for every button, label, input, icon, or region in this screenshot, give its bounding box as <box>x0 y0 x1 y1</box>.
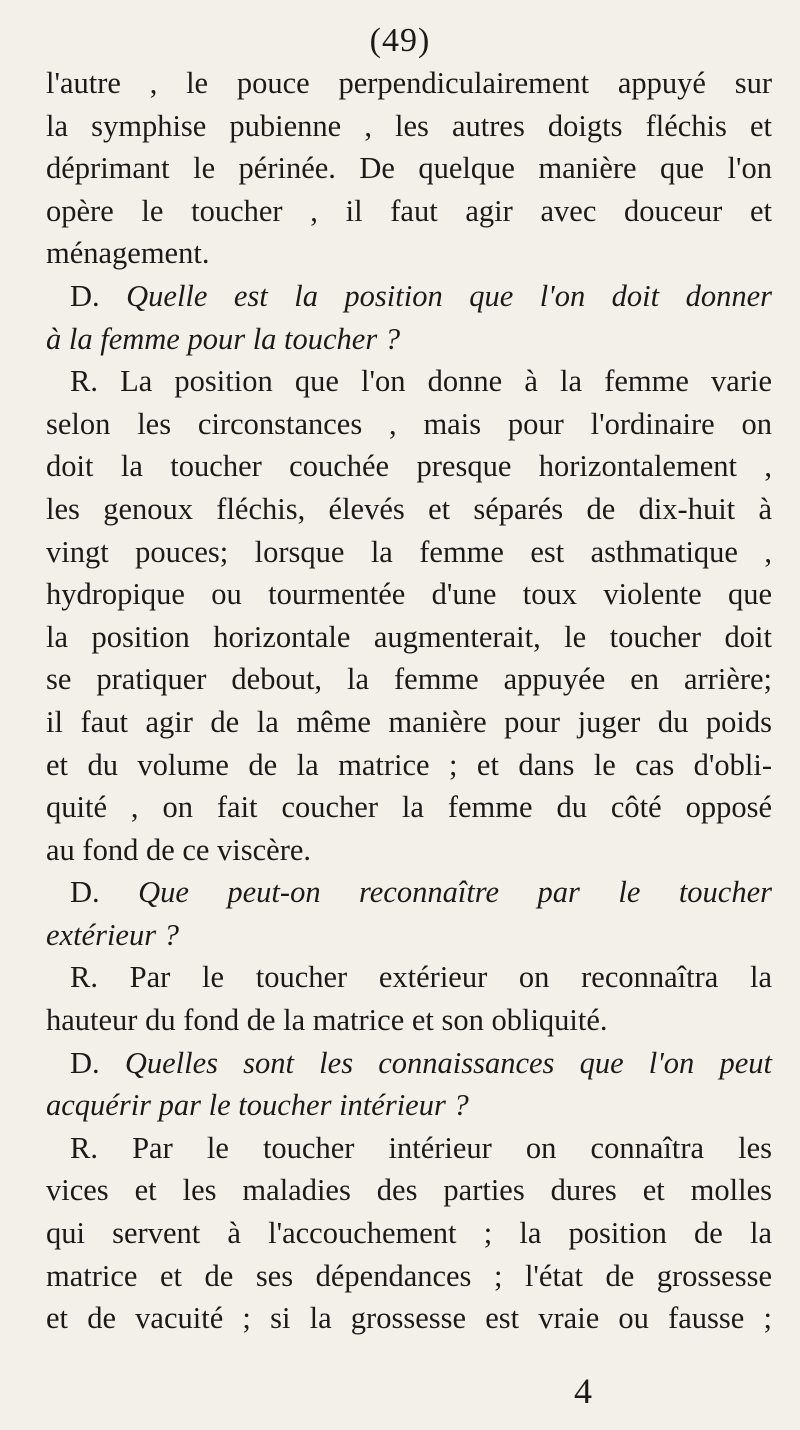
question-text: Que peut-on reconnaître par le toucher <box>138 875 772 910</box>
answer-line: il faut agir de la même manière pour juger du poids <box>46 704 772 739</box>
answer-line: au fond de ce viscère. <box>46 832 312 867</box>
answer-line: qui servent à l'accouchement ; la position de la <box>46 1216 772 1251</box>
question-prefix: D. <box>70 278 100 313</box>
answer-line: matrice et de ses dépendances ; l'état de grossesse <box>46 1258 772 1293</box>
question-line <box>46 275 772 318</box>
question-prefix: D. <box>70 1045 100 1080</box>
answer-line: doit la toucher couchée presque horizontalement , <box>46 449 772 484</box>
text-line: la symphise pubienne , les autres doigts fléchis et <box>46 108 772 143</box>
page-number: (49) <box>369 22 431 59</box>
question-text: acquérir par le toucher intérieur ? <box>46 1088 469 1123</box>
answer-line: hauteur du fond de la matrice et son obliquité. <box>46 1003 608 1038</box>
answer-line: R. Par le toucher intérieur on connaîtra les <box>70 1130 772 1165</box>
body-text <box>46 62 772 1340</box>
answer-line: les genoux fléchis, élevés et séparés de dix-huit à <box>46 491 772 526</box>
text-line: déprimant le périnée. De quelque manière que l'on <box>46 151 772 186</box>
question-line <box>46 1042 772 1085</box>
answer-line: et de vacuité ; si la grossesse est vraie ou fausse ; <box>46 1301 772 1336</box>
question-line <box>46 871 772 914</box>
signature-mark: 4 <box>574 1371 592 1411</box>
answer-line: selon les circonstances , mais pour l'ordinaire on <box>46 406 772 441</box>
answer-line: vingt pouces; lorsque la femme est asthmatique , <box>46 534 772 569</box>
question-text: Quelle est la position que l'on doit donner <box>126 278 772 313</box>
question-prefix: D. <box>70 875 100 910</box>
text-line: ménagement. <box>46 236 210 271</box>
answer-line: quité , on fait coucher la femme du côté opposé <box>46 790 772 825</box>
question-text: Quelles sont les connaissances que l'on peut <box>124 1045 772 1080</box>
question-text: extérieur ? <box>46 917 179 952</box>
answer-line: R. Par le toucher extérieur on reconnaîtra la <box>70 960 772 995</box>
answer-line: la position horizontale augmenterait, le toucher doit <box>46 619 772 654</box>
answer-line: et du volume de la matrice ; et dans le cas d'obli- <box>46 747 772 782</box>
text-line: l'autre , le pouce perpendiculairement appuyé sur <box>46 66 772 100</box>
question-text: à la femme pour la toucher ? <box>46 321 401 356</box>
answer-line: R. La position que l'on donne à la femme varie <box>70 364 772 399</box>
answer-line: se pratiquer debout, la femme appuyée en arrière; <box>46 662 772 697</box>
answer-line: hydropique ou tourmentée d'une toux violente que <box>46 577 772 612</box>
answer-line: vices et les maladies des parties dures et molles <box>46 1173 772 1208</box>
text-line: opère le toucher , il faut agir avec douceur et <box>46 193 772 228</box>
